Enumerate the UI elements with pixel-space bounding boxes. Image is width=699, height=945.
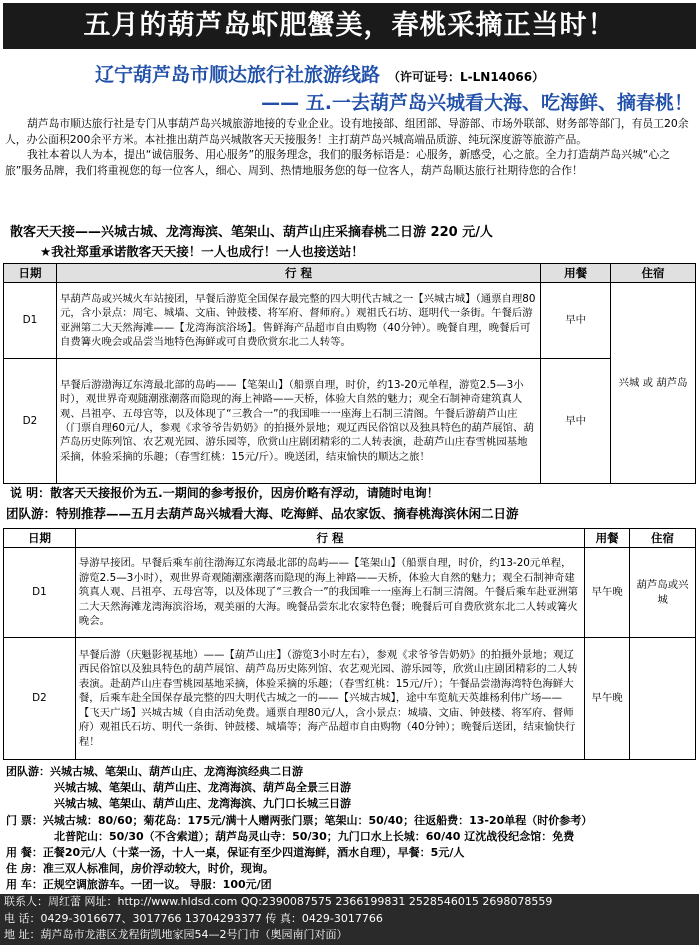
headline-banner: 五月的葫芦岛虾肥蟹美，春桃采摘正当时！ bbox=[3, 3, 696, 49]
table-header-row bbox=[4, 264, 696, 283]
service-promise: ★我社郑重承诺散客天天接！一人也成行！一人也接送站！ bbox=[40, 244, 364, 259]
col-itinerary: 行 程 bbox=[75, 529, 584, 548]
meal-label: 用 餐： bbox=[6, 846, 43, 860]
contact-footer bbox=[0, 894, 699, 945]
col-meal: 用餐 bbox=[541, 264, 611, 283]
pricing-note: 说 明：散客天天接报价为五.一期间的参考报价，因房价略有浮动，请随时电询！ bbox=[10, 486, 439, 500]
car-label: 用 车： bbox=[6, 878, 43, 892]
tickets-line bbox=[6, 829, 696, 845]
route-item: 兴城古城、笔架山、葫芦山庄、龙湾海滨、九门口长城三日游 bbox=[54, 797, 351, 811]
meal-line bbox=[6, 845, 696, 861]
tickets-line bbox=[6, 813, 696, 829]
stay-line bbox=[6, 861, 696, 877]
intro-paragraph-1: 葫芦岛市顺达旅行社是专门从事葫芦岛兴城旅游地接的专业企业。设有地接部、组团部、导游部、市场外联部、财务部等部门，有员工20余人，办公面积200余平方米。本社推出葫芦岛兴城散客天天接服务！主打葫芦岛兴城高端品质游、纯玩深度游等旅游产品。 bbox=[5, 117, 689, 146]
table-row bbox=[4, 283, 696, 359]
team-label: 团队游： bbox=[6, 765, 50, 778]
col-date: 日期 bbox=[4, 529, 76, 548]
team-route-line bbox=[6, 780, 696, 796]
day-stay: 葫芦岛或兴城 bbox=[630, 548, 696, 638]
phone-line: 电 话：0429-3016677、3017766 13704293377 传 真：0429-3017766 bbox=[4, 911, 383, 925]
col-stay: 住宿 bbox=[630, 529, 696, 548]
day-stay-empty bbox=[630, 638, 696, 760]
day-label: D2 bbox=[4, 638, 76, 760]
day-label: D1 bbox=[4, 283, 57, 359]
individual-package-title: 散客天天接——兴城古城、龙湾海滨、笔架山、葫芦山庄采摘春桃二日游 220 元/人 bbox=[10, 225, 493, 240]
tickets-label: 门 票： bbox=[6, 813, 43, 827]
col-stay: 住宿 bbox=[611, 264, 696, 283]
day-itinerary: 早餐后游渤海辽东湾最北部的岛屿——【笔架山】（船票自理，时价，约13-20元单程，游览2.5—3小时），观世界奇观随潮涨潮落而隐现的海上神路——天桥，体验大自然的魅力；观全石制神奇建筑真人观、吕祖亭、五母宫等，以及体现了“三教合一”的我国唯一一座海上石制三清阁。午餐后游葫芦山庄（门票自理60元/人，参观《求爷爷告奶奶》的拍摄外景地；观辽西民俗馆以及独具特色的葫芦展馆、葫芦岛历史陈列馆、农艺观光园、游乐园等，欣赏山庄剧团精彩的二人转表演，赴葫芦山庄春雪桃园基地采摘，体验采摘的乐趣；（春雪红桃：15元/斤）。晚送团，结束愉快的顺达之旅！ bbox=[56, 359, 540, 484]
car-info: 正规空调旅游车。一团一议。 导服：100元/团 bbox=[42, 878, 272, 892]
intro-paragraph-2: 我社本着以人为本，提出“诚信服务、用心服务”的服务理念，我们的服务标语是：心服务，新感受，心之旅。全力打造葫芦岛兴城“心之旅”服务品牌，我们将重视您的每一位客人，细心、周到、热情地服务您的每一位客人，葫芦岛顺达旅行社期待您的合作！ bbox=[5, 148, 670, 177]
table-header-row bbox=[4, 529, 696, 548]
contact-line: 联系人：周红蕾 网址：http://www.hldsd.com QQ:2390087575 2366199831 2528546015 2698078559 bbox=[4, 895, 553, 908]
license-number: （许可证号：L-LN14066） bbox=[388, 70, 545, 84]
team-route-line bbox=[6, 796, 696, 812]
col-date: 日期 bbox=[4, 264, 57, 283]
car-line bbox=[6, 877, 696, 893]
stay-info: 准三双人标准间，房价浮动较大，时价，现询。 bbox=[42, 862, 274, 876]
table-row bbox=[4, 359, 696, 484]
route-item: 兴城古城、笔架山、葫芦山庄、龙湾海滨、葫芦岛全景三日游 bbox=[54, 781, 351, 795]
tickets-prices-1: 兴城古城：80/60；菊花岛：175元/满十人赠两张门票；笔架山：50/40；往返船费：13-20单程（时价参考） bbox=[42, 813, 593, 827]
day-stay: 兴城 或 葫芦岛 bbox=[611, 283, 696, 484]
agency-title bbox=[95, 60, 544, 87]
day-label: D1 bbox=[4, 548, 76, 638]
col-itinerary: 行 程 bbox=[56, 264, 540, 283]
col-meal: 用餐 bbox=[585, 529, 630, 548]
tickets-prices-2: 北普陀山：50/30（不含索道）；葫芦岛灵山寺：50/30；九门口水上长城：60/40 辽沈战役纪念馆：免费 bbox=[54, 829, 575, 843]
group-package-title: 团队游：特别推荐——五月去葫芦岛兴城看大海、吃海鲜、品农家饭、摘春桃海滨休闲二日游 bbox=[6, 506, 519, 521]
table-row bbox=[4, 548, 696, 638]
agency-intro bbox=[5, 116, 693, 178]
table-row bbox=[4, 638, 696, 760]
meal-info: 正餐20元/人（十菜一汤，十人一桌，保证有至少四道海鲜，酒水自理），早餐：5元/人 bbox=[42, 846, 465, 860]
route-subtitle: —— 五.一去葫芦岛兴城看大海、吃海鲜、摘春桃！ bbox=[261, 92, 693, 114]
stay-label: 住 房： bbox=[6, 862, 43, 876]
address-line: 地 址：葫芦岛市龙港区龙程街凯地家园54—2号门市（奥园南门对面） bbox=[4, 928, 348, 941]
day-itinerary: 早餐后游（庆魁影视基地）——【葫芦山庄】（游览3小时左右），参观《求爷爷告奶奶》的拍摄外景地；观辽西民俗馆以及独具特色的葫芦展馆、葫芦岛历史陈列馆、农艺观光园、游乐园等，欣赏山庄剧团精彩的二人转表演。赴葫芦山庄春雪桃园基地采摘，体验采摘的乐趣；（春雪红桃：15元/斤）；午餐品尝渤海湾特色海鲜大餐，后乘车赴全国保存最完整的四大明代古城之一的——【兴城古城】，途中车览航天英雄杨利伟广场——【飞天广场】兴城古城（自由活动免费。通票自理80元/人，含小景点：城墙、文庙、钟鼓楼、将军府、督师府）观祖氏石坊、明代一条街、钟鼓楼、城墙等；海产品超市自由购物（40分钟）；晚餐后送团，结束愉快行程！ bbox=[75, 638, 584, 760]
day-meal: 早中 bbox=[541, 359, 611, 484]
group-itinerary-table bbox=[3, 528, 696, 760]
day-itinerary: 导游早接团。早餐后乘车前往渤海辽东湾最北部的岛屿——【笔架山】（船票自理，时价，约13-20元单程，游览2.5—3小时），观世界奇观随潮涨潮落而隐现的海上神路——天桥，体验大自然的魅力；观全石制神奇建筑真人观、吕祖亭、五母宫等，以及体现了“三教合一”的我国唯一一座海上石制三清阁。午餐后乘车赴亚洲第二大天然海滩龙湾海滨浴场，观美丽的大海。晚餐品尝东北农家特色餐；晚餐后可自费欣赏东北二人转或篝火晚会。 bbox=[75, 548, 584, 638]
day-meal: 早午晚 bbox=[585, 638, 630, 760]
day-meal: 早午晚 bbox=[585, 548, 630, 638]
team-route-line bbox=[6, 764, 696, 780]
day-label: D2 bbox=[4, 359, 57, 484]
route-item: 兴城古城、笔架山、葫芦山庄、龙湾海滨经典二日游 bbox=[50, 765, 303, 778]
individual-itinerary-table bbox=[3, 263, 696, 484]
day-meal: 早中 bbox=[541, 283, 611, 359]
extra-info bbox=[6, 764, 696, 894]
day-itinerary: 早葫芦岛或兴城火车站接团，早餐后游览全国保存最完整的四大明代古城之一【兴城古城】（通票自理80元，含小景点：周宅、城墙、文庙、钟鼓楼、将军府、督师府。）观祖氏石坊、逛明代一条街。午餐后游亚洲第二大天然海滩——【龙湾海滨浴场】。售鲜海产品超市自由购物（40分钟）。晚餐自理，晚餐后可自费篝火晚会或品尝当地特色海鲜或可自费欣赏东北二人转等。 bbox=[56, 283, 540, 359]
agency-title-text: 辽宁葫芦岛市顺达旅行社旅游线路 bbox=[95, 64, 381, 86]
